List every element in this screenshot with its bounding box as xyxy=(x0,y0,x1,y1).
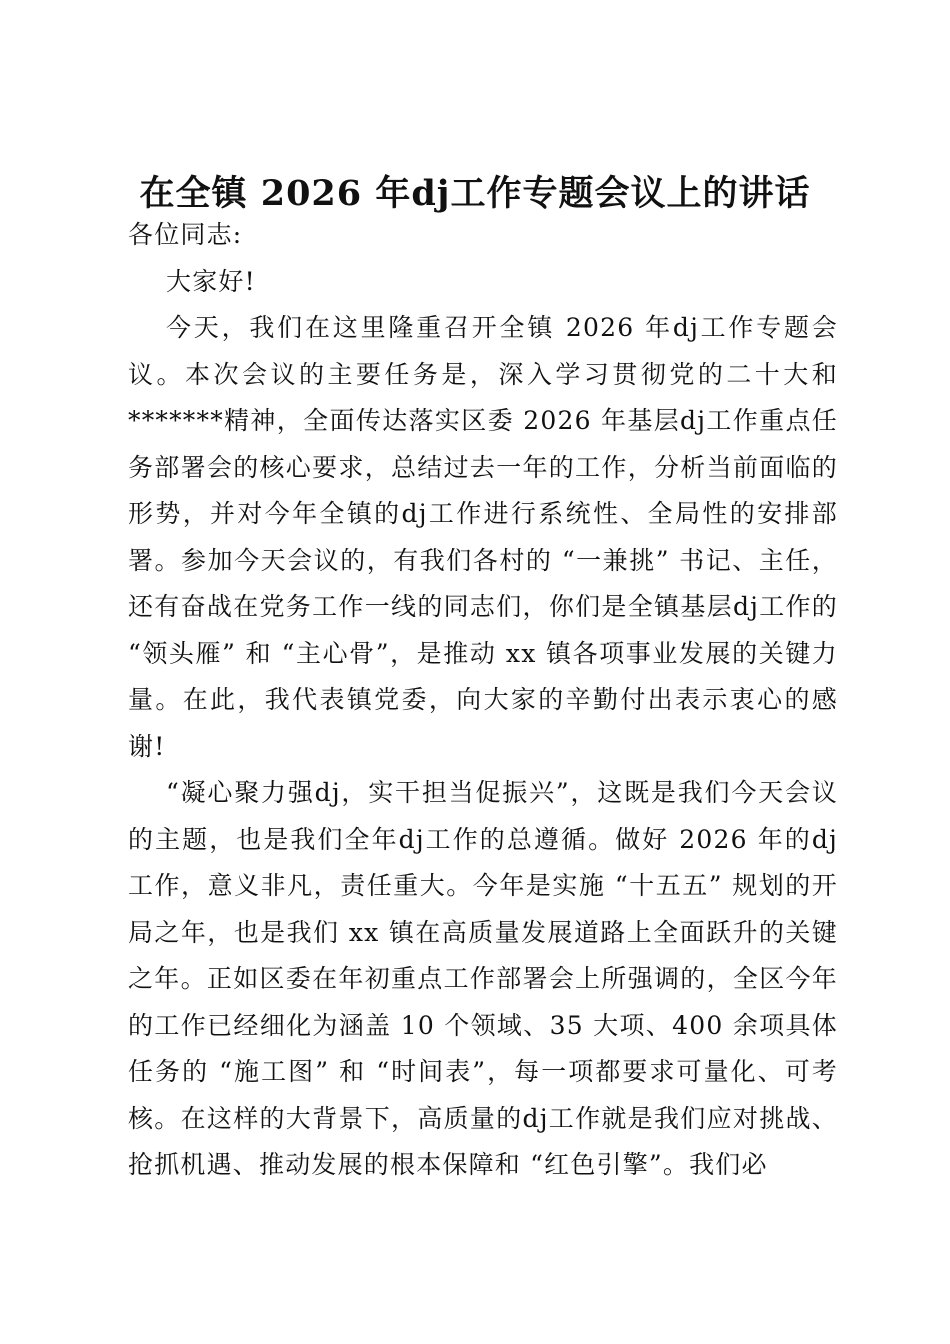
document-body xyxy=(128,212,838,1189)
body-paragraph: 今天，我们在这里隆重召开全镇 2026 年dj工作专题会议。本次会议的主要任务是，深入学习贯彻党的二十大和*******精神，全面传达落实区委 2026 年基层dj工作重点任务部署会的核心要求，总结过去一年的工作，分析当前面临的形势，并对今年全镇的dj工作进行系统性、全局性的安排部署。参加今天会议的，有我们各村的 “一兼挑” 书记、主任，还有奋战在党务工作一线的同志们，你们是全镇基层dj工作的 “领头雁” 和 “主心骨”，是推动 xx 镇各项事业发展的关键力量。在此，我代表镇党委，向大家的辛勤付出表示衷心的感谢! xyxy=(128,313,838,761)
salutation: 各位同志: xyxy=(128,220,243,249)
document-title: 在全镇 2026 年dj工作专题会议上的讲话 xyxy=(139,173,811,214)
body-paragraph: “凝心聚力强dj，实干担当促振兴”，这既是我们今天会议的主题，也是我们全年dj工作的总遵循。做好 2026 年的dj工作，意义非凡，责任重大。今年是实施 “十五五” 规划的开局之年，也是我们 xx 镇在高质量发展道路上全面跃升的关键之年。正如区委在年初重点工作部署会上所强调的，全区今年的工作已经细化为涵盖 10 个领域、35 大项、400 余项具体任务的 “施工图” 和 “时间表”，每一项都要求可量化、可考核。在这样的大背景下，高质量的dj工作就是我们应对挑战、抢抓机遇、推动发展的根本保障和 “红色引擎”。我们必 xyxy=(128,778,838,1179)
greeting: 大家好! xyxy=(166,266,256,296)
